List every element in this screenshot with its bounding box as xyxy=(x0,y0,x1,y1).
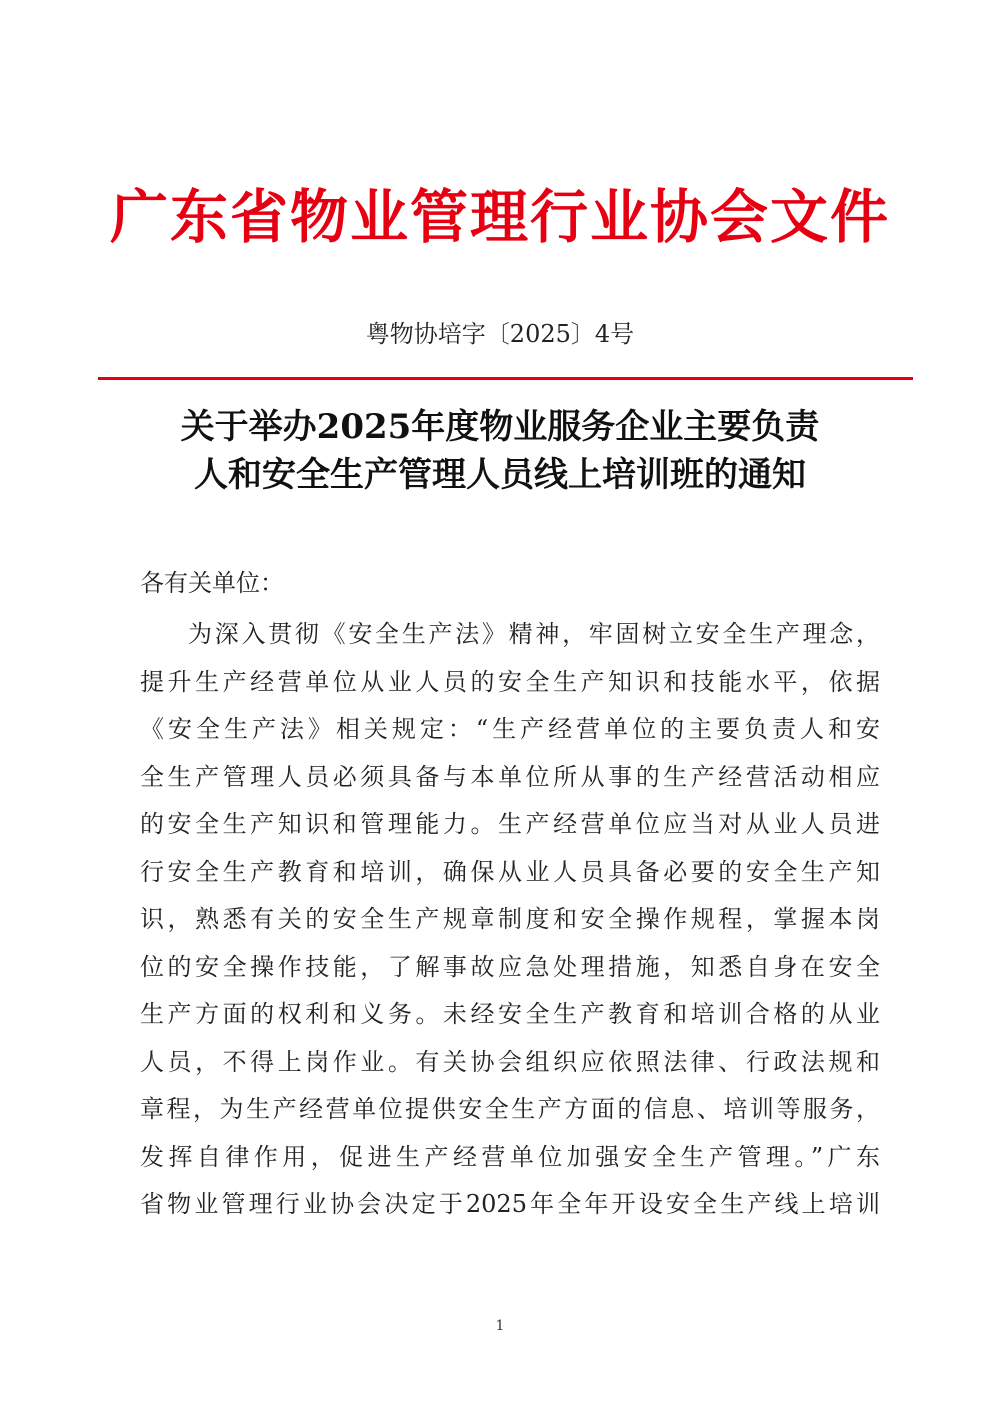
body-paragraph xyxy=(140,611,880,1229)
body-line: 全生产管理人员必须具备与本单位所从事的生产经营活动相应 xyxy=(140,762,880,791)
body-line: 生产方面的权利和义务。未经安全生产教育和培训合格的从业 xyxy=(140,1000,880,1028)
document-subject xyxy=(150,403,850,499)
body-line: 章程，为生产经营单位提供安全生产方面的信息、培训等服务， xyxy=(140,1095,880,1123)
page-number: 1 xyxy=(495,1318,505,1334)
body-line: 为深入贯彻《安全生产法》精神，牢固树立安全生产理念， xyxy=(188,620,880,648)
salutation: 各有关单位： xyxy=(140,569,284,597)
body-line: 提升生产经营单位从业人员的安全生产知识和技能水平，依据 xyxy=(140,667,880,696)
issuer-title: 广东省物业管理行业协会文件 xyxy=(109,183,890,251)
body-line: 行安全生产教育和培训，确保从业人员具备必要的安全生产知 xyxy=(140,857,880,886)
red-divider-line xyxy=(98,377,913,380)
subject-line-2: 人和安全生产管理人员线上培训班的通知 xyxy=(194,455,806,495)
body-line: 省物业管理行业协会决定于2025年全年开设安全生产线上培训 xyxy=(140,1190,880,1218)
body-line: 人员，不得上岗作业。有关协会组织应依照法律、行政法规和 xyxy=(140,1047,880,1076)
document-number: 粤物协培字〔2025〕4号 xyxy=(365,320,635,348)
body-line: 识，熟悉有关的安全生产规章制度和安全操作规程，掌握本岗 xyxy=(140,905,880,933)
body-line: 的安全生产知识和管理能力。生产经营单位应当对从业人员进 xyxy=(140,810,880,838)
body-line: 发挥自律作用，促进生产经营单位加强安全生产管理。”广东 xyxy=(140,1142,880,1171)
body-line: 位的安全操作技能，了解事故应急处理措施，知悉自身在安全 xyxy=(140,952,880,981)
subject-line-1: 关于举办2025年度物业服务企业主要负责 xyxy=(180,407,820,447)
body-line: 《安全生产法》相关规定：“生产经营单位的主要负责人和安 xyxy=(140,715,880,743)
